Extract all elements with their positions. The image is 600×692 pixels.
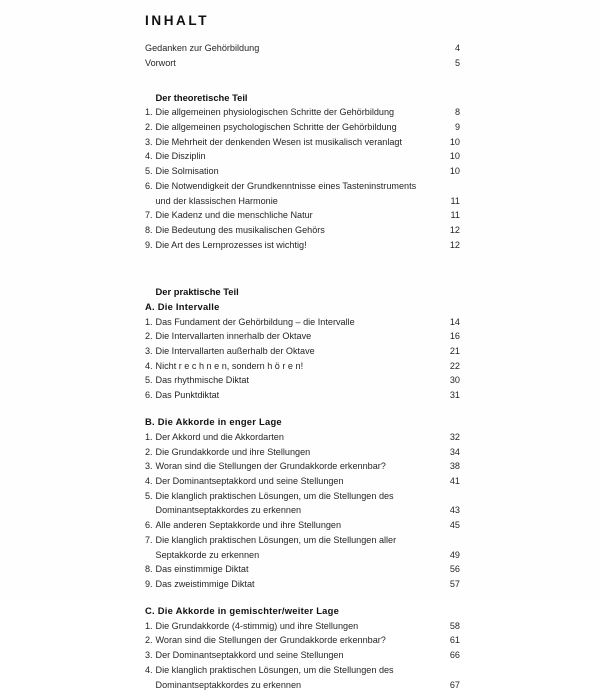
dot-leader: [388, 645, 447, 646]
dot-leader: [404, 146, 447, 147]
dot-leader: [309, 250, 447, 251]
toc-entry[interactable]: [145, 208, 460, 223]
toc-entry-number: 5.: [145, 375, 153, 386]
toc-entry[interactable]: [145, 474, 460, 489]
toc-entry[interactable]: [145, 238, 460, 253]
dot-leader: [360, 630, 447, 631]
toc-entry[interactable]: [145, 164, 460, 179]
toc-entry-label: Das Fundament der Gehörbildung – die Intervalle: [155, 316, 355, 327]
toc-entry-label: Die Grundakkorde (4-stimmig) und ihre Stellungen: [155, 620, 359, 631]
dot-leader: [280, 205, 448, 206]
toc-entry-number: 2.: [145, 446, 153, 457]
toc-entry[interactable]: [145, 149, 460, 164]
dot-leader: [399, 132, 452, 133]
dot-leader: [303, 689, 447, 690]
toc-entry-label: Die Intervallarten innerhalb der Oktave: [155, 331, 312, 342]
section-list-b: [145, 430, 460, 592]
spacer: [145, 70, 460, 90]
section-list-a: [145, 315, 460, 403]
dot-leader: [251, 385, 447, 386]
toc-entry-number: 5.: [145, 166, 153, 177]
toc-entry-label: Die Disziplin: [155, 151, 206, 162]
toc-entry-label: Die Mehrheit der denkenden Wesen ist musikalisch veranlagt: [155, 136, 402, 147]
dot-leader: [346, 660, 447, 661]
toc-entry[interactable]: [145, 663, 460, 678]
toc-entry-number: 6.: [145, 520, 153, 531]
front-matter-list: [145, 41, 460, 70]
toc-entry[interactable]: [145, 533, 460, 548]
toc-entry-number: 4.: [145, 151, 153, 162]
toc-entry-label: Das Punktdiktat: [155, 390, 220, 401]
dot-leader: [327, 235, 447, 236]
toc-entry[interactable]: [145, 648, 460, 663]
toc-entry-label: Die Kadenz und die menschliche Natur: [155, 210, 313, 221]
dot-leader: [221, 400, 447, 401]
spacer: [145, 403, 460, 414]
toc-entry-label: Die Bedeutung des musikalischen Gehörs: [155, 225, 325, 236]
dot-leader: [357, 326, 447, 327]
toc-entry-label: Woran sind die Stellungen der Grundakkorde erkennbar?: [155, 635, 386, 646]
toc-entry-number: 2.: [145, 122, 153, 133]
toc-entry-label: Das rhythmische Diktat: [155, 375, 249, 386]
toc-entry-number: 4.: [145, 360, 153, 371]
toc-entry-label: Die Art des Lernprozesses ist wichtig!: [155, 239, 307, 250]
toc-entry[interactable]: [145, 315, 460, 330]
toc-entry-label: Dominantseptakkordes zu erkennen: [155, 505, 302, 516]
dot-leader: [396, 117, 452, 118]
dot-leader: [312, 456, 447, 457]
page-title: INHALT: [145, 13, 210, 28]
toc-entry[interactable]: [145, 518, 460, 533]
toc-entry-label: Die Intervallarten außerhalb der Oktave: [155, 345, 315, 356]
toc-entry-label: und der klassischen Harmonie: [155, 195, 278, 206]
toc-entry-number: 7.: [145, 534, 153, 545]
dot-leader: [303, 515, 447, 516]
toc-entry-number: 2.: [145, 331, 153, 342]
toc-entry-page: 10: [449, 151, 460, 162]
toc-entry[interactable]: [145, 105, 460, 120]
toc-entry-number: 7.: [145, 210, 153, 221]
toc-entry-page: 11: [450, 210, 460, 221]
toc-entry-number: 9.: [145, 579, 153, 590]
section-heading-c: C. Die Akkorde in gemischter/weiter Lage: [145, 604, 340, 616]
toc-entry-label: Die Notwendigkeit der Grundkenntnisse eines Tasteninstruments: [155, 180, 417, 191]
toc-entry-label: Die allgemeinen physiologischen Schritte der Gehörbildung: [155, 107, 395, 118]
toc-entry-continuation[interactable]: [145, 503, 460, 518]
toc-entry-page: 41: [449, 476, 460, 486]
toc-entry-label: Das zweistimmige Diktat: [155, 579, 255, 590]
toc-entry[interactable]: [145, 41, 460, 56]
part-heading-theoretical: Der theoretische Teil: [155, 92, 248, 104]
toc-entry[interactable]: [145, 577, 460, 592]
toc-entry[interactable]: [145, 344, 460, 359]
toc-entry-page: 5: [454, 57, 460, 68]
toc-entry-number: 5.: [145, 490, 153, 501]
toc-entry-page: 4: [454, 42, 460, 53]
toc-entry[interactable]: [145, 373, 460, 388]
toc-entry-number: 8.: [145, 564, 153, 575]
toc-entry-page: 12: [449, 239, 460, 250]
toc-entry[interactable]: [145, 388, 460, 403]
toc-entry-number: 1.: [145, 431, 153, 442]
dot-leader: [257, 589, 447, 590]
dot-leader: [346, 486, 447, 487]
toc-entry-continuation[interactable]: [145, 678, 460, 692]
toc-entry-page: 57: [449, 579, 460, 590]
toc-entry-page: 10: [449, 136, 460, 147]
toc-entry-number: 3.: [145, 345, 153, 356]
dot-leader: [317, 356, 447, 357]
toc-entry-page: 43: [449, 505, 460, 516]
spacer: [145, 592, 460, 603]
toc-entry[interactable]: [145, 459, 460, 474]
toc-entry[interactable]: [145, 135, 460, 150]
dot-leader: [261, 559, 447, 560]
toc-entry-page: 38: [449, 461, 460, 472]
toc-entry[interactable]: [145, 562, 460, 577]
toc-entry-page: 45: [449, 520, 460, 531]
toc-entry[interactable]: [145, 120, 460, 135]
part-heading-practical: Der praktische Teil: [155, 285, 239, 297]
toc-entry[interactable]: [145, 430, 460, 445]
toc-entry-page: 67: [449, 679, 460, 690]
toc-entry-page: 56: [449, 564, 460, 575]
toc-entry-page: 58: [449, 620, 460, 631]
toc-entry-number: 8.: [145, 225, 153, 236]
toc-entry[interactable]: [145, 489, 460, 504]
toc-entry-page: 12: [449, 225, 460, 236]
toc-entry-page: 66: [449, 650, 460, 661]
toc-entry-number: 6.: [145, 390, 153, 401]
toc-content: [145, 14, 460, 692]
toc-entry-number: 6.: [145, 180, 153, 191]
dot-leader: [251, 574, 447, 575]
toc-entry-number: 1.: [145, 107, 153, 118]
toc-entry[interactable]: [145, 329, 460, 344]
toc-entry-page: 10: [449, 166, 460, 177]
dot-leader: [178, 67, 452, 68]
toc-entry-page: 49: [449, 549, 460, 560]
toc-entry-number: 2.: [145, 635, 153, 646]
section-list-c: [145, 619, 460, 692]
toc-entry-page: 34: [449, 446, 460, 457]
toc-entry-number: 3.: [145, 136, 153, 147]
section-list-theoretical: [145, 105, 460, 252]
dot-leader: [208, 161, 447, 162]
toc-entry-page: 8: [454, 107, 460, 118]
toc-entry-label: Alle anderen Septakkorde und ihre Stellungen: [155, 520, 342, 531]
toc-entry-label: Vorwort: [145, 57, 176, 68]
dot-leader: [388, 471, 447, 472]
toc-entry-number: 1.: [145, 316, 153, 327]
toc-entry-page: 31: [449, 390, 460, 401]
spacer: [145, 273, 460, 284]
toc-entry-label: Die klanglich praktischen Lösungen, um die Stellungen aller: [155, 534, 397, 545]
toc-entry-page: 9: [454, 122, 460, 133]
toc-entry-page: 16: [449, 331, 460, 342]
toc-entry[interactable]: [145, 179, 460, 194]
toc-entry-label: Das einstimmige Diktat: [155, 564, 249, 575]
toc-entry[interactable]: [145, 633, 460, 648]
dot-leader: [221, 176, 447, 177]
toc-entry-label: Dominantseptakkordes zu erkennen: [155, 679, 302, 690]
spacer: [145, 253, 460, 273]
toc-entry-number: 3.: [145, 461, 153, 472]
toc-entry-label: Der Akkord und die Akkordarten: [155, 431, 284, 442]
toc-entry-label: Nicht r e c h n e n, sondern h ö r e n!: [155, 360, 304, 371]
section-heading-b: B. Die Akkorde in enger Lage: [145, 415, 282, 427]
toc-entry-label: Die Solmisation: [155, 166, 219, 177]
toc-entry-page: 14: [449, 316, 460, 327]
toc-entry-label: Woran sind die Stellungen der Grundakkorde erkennbar?: [155, 461, 386, 472]
toc-entry-continuation[interactable]: [145, 548, 460, 563]
toc-entry-number: 3.: [145, 650, 153, 661]
toc-entry-page: 21: [449, 345, 460, 356]
toc-entry-label: Die Grundakkorde und ihre Stellungen: [155, 446, 311, 457]
dot-leader: [343, 530, 447, 531]
toc-entry-page: 32: [449, 431, 460, 442]
toc-entry-label: Die klanglich praktischen Lösungen, um die Stellungen des: [155, 664, 394, 675]
toc-entry-label: Der Dominantseptakkord und seine Stellungen: [155, 650, 344, 661]
toc-entry-label: Der Dominantseptakkord und seine Stellungen: [155, 476, 344, 486]
toc-entry-page: 11: [450, 195, 460, 206]
toc-entry[interactable]: [145, 223, 460, 238]
dot-leader: [286, 442, 447, 443]
toc-entry-label: Gedanken zur Gehörbildung: [145, 42, 260, 53]
toc-entry[interactable]: [145, 619, 460, 634]
toc-entry-page: 30: [449, 375, 460, 386]
dot-leader: [313, 341, 447, 342]
toc-entry-page: 61: [449, 635, 460, 646]
dot-leader: [315, 220, 448, 221]
toc-entry-label: Die allgemeinen psychologischen Schritte der Gehörbildung: [155, 122, 397, 133]
toc-entry-number: 1.: [145, 620, 153, 631]
toc-entry-label: Die klanglich praktischen Lösungen, um die Stellungen des: [155, 490, 394, 501]
toc-entry[interactable]: [145, 445, 460, 460]
toc-entry-continuation[interactable]: [145, 194, 460, 209]
toc-entry[interactable]: [145, 56, 460, 71]
dot-leader: [305, 370, 447, 371]
toc-entry[interactable]: [145, 359, 460, 374]
toc-entry-number: 4.: [145, 476, 153, 486]
dot-leader: [261, 53, 452, 54]
toc-entry-number: 4.: [145, 664, 153, 675]
toc-entry-number: 9.: [145, 239, 153, 250]
section-heading-a: A. Die Intervalle: [145, 300, 220, 312]
toc-entry-label: Septakkorde zu erkennen: [155, 549, 260, 560]
toc-entry-page: 22: [449, 360, 460, 371]
